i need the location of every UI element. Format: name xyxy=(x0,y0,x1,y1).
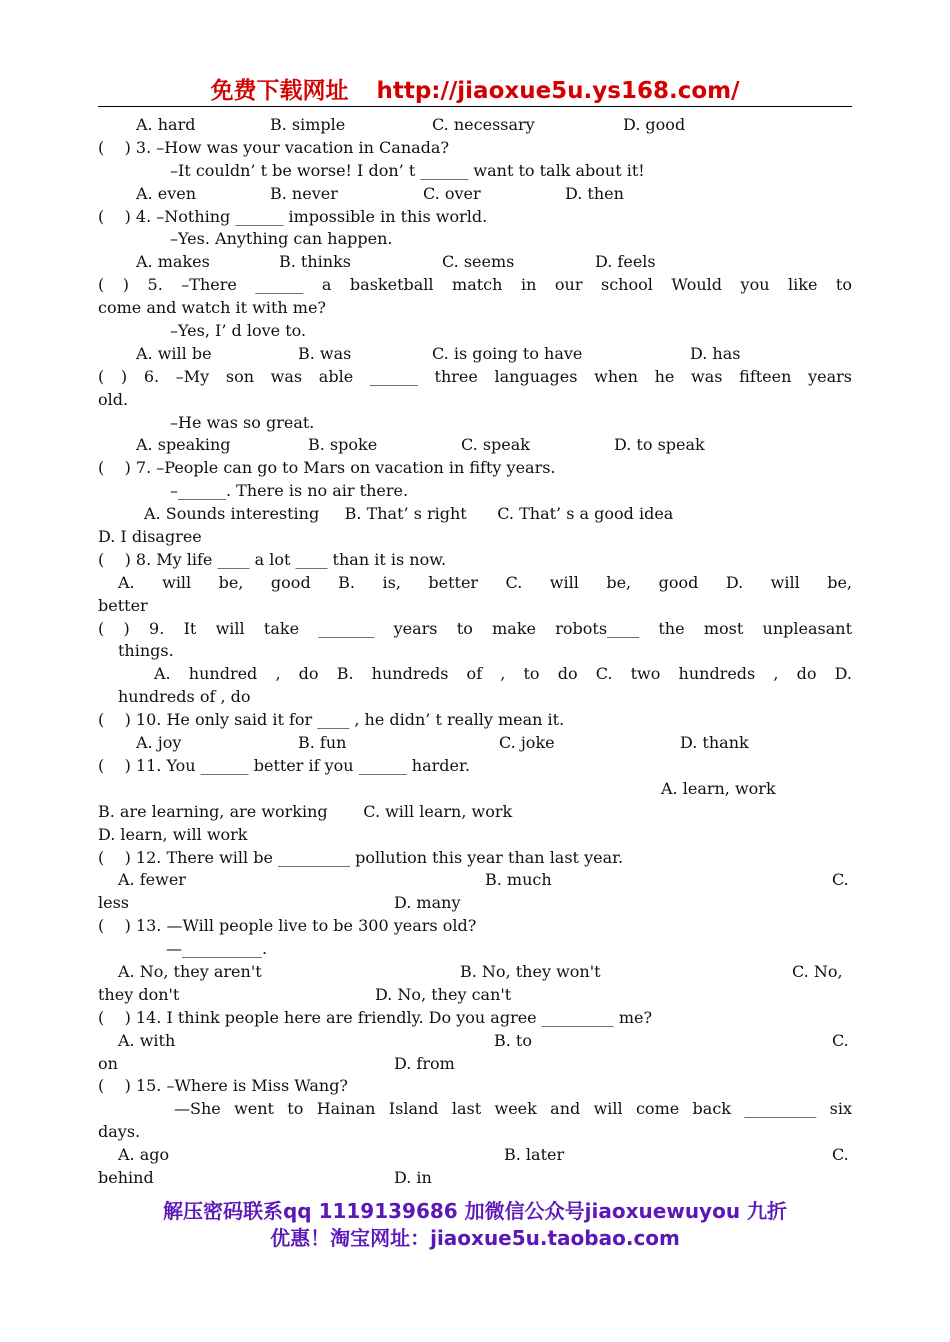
question-line: ( ) 10. He only said it for ____ , he didn’ t really mean it. xyxy=(98,710,565,730)
dialogue-line: –Yes, I’ d love to. xyxy=(170,321,307,341)
option-c-text: less xyxy=(98,893,130,913)
option-c-label: C. xyxy=(832,1030,849,1050)
option-b: B. to xyxy=(494,1030,532,1050)
option-c: C. speak xyxy=(461,435,530,455)
question-line: ( ) 7. –People can go to Mars on vacation in fifty years. xyxy=(98,458,556,478)
options-row xyxy=(98,1053,852,1076)
footer-shop-line: 优惠！淘宝网址：jiaoxue5u.taobao.com xyxy=(270,1226,680,1250)
question-line: ( ) 4. –Nothing ______ impossible in this world. xyxy=(98,206,488,226)
option-c: C. joke xyxy=(499,733,555,753)
option-d: D. many xyxy=(394,893,461,913)
header-label: 免费下载网址 xyxy=(210,78,349,104)
option-a: A. with xyxy=(118,1030,176,1050)
option-a: A. ago xyxy=(118,1145,170,1165)
options-row xyxy=(98,251,852,274)
options-row xyxy=(98,892,852,915)
option-b: B. spoke xyxy=(308,435,378,455)
option-d: D. feels xyxy=(595,252,656,272)
option-b: B. fun xyxy=(298,733,347,753)
option-b: B. thinks xyxy=(279,252,351,272)
dialogue-line: –He was so great. xyxy=(170,412,315,432)
question-line: days. xyxy=(98,1122,141,1142)
page-footer xyxy=(98,1198,852,1252)
options-row xyxy=(98,183,852,206)
option-c: C. seems xyxy=(442,252,515,272)
option-c-text: behind xyxy=(98,1167,154,1187)
options-row xyxy=(98,1167,852,1190)
option-c-label: C. xyxy=(832,1145,849,1165)
option-a: A. hard xyxy=(136,115,196,134)
option-a: A. will be xyxy=(136,343,212,363)
option-d: D. No, they can't xyxy=(375,984,512,1004)
header-url-link[interactable]: http://jiaoxue5u.ys168.com/ xyxy=(376,78,740,104)
option-c: C. is going to have xyxy=(432,343,583,363)
footer-contact-line: 解压密码联系qq 1119139686 加微信公众号jiaoxuewuyou 九折 xyxy=(162,1199,788,1223)
options-row xyxy=(98,434,852,457)
option-a: A. makes xyxy=(136,252,210,272)
option-d: D. has xyxy=(690,343,741,363)
option-b: B. No, they won't xyxy=(460,961,601,981)
question-line: ( ) 8. My life ____ a lot ____ than it is now. xyxy=(98,549,447,569)
option-a: A. joy xyxy=(136,733,182,753)
dialogue-line: –It couldn’ t be worse! I don’ t ______ want to talk about it! xyxy=(170,160,645,180)
question-line: ( ) 9. It will take _______ years to make robots____ the most unpleasant xyxy=(98,618,852,638)
question-line: ( ) 11. You ______ better if you ______ harder. xyxy=(98,755,470,775)
option-a: A. speaking xyxy=(136,435,231,455)
question-line: come and watch it with me? xyxy=(98,298,326,318)
options-row: A. hundred , do B. hundreds of , to do C. two hundreds , do D. xyxy=(154,664,852,684)
dialogue-line: —__________. xyxy=(166,939,268,959)
options-row: A. will be, good B. is, better C. will be, good D. will be, xyxy=(118,572,852,592)
options-row xyxy=(98,732,852,755)
option-c: C. necessary xyxy=(432,115,535,134)
question-line: ( ) 15. –Where is Miss Wang? xyxy=(98,1076,349,1096)
option-b: B. much xyxy=(485,870,552,890)
question-line: old. xyxy=(98,389,129,409)
options-row xyxy=(98,1144,852,1167)
option-d: D. to speak xyxy=(614,435,705,455)
options-row: hundreds of , do xyxy=(118,687,251,707)
question-line: things. xyxy=(118,641,174,661)
option-d: D. from xyxy=(394,1053,455,1073)
options-row: D. learn, will work xyxy=(98,824,248,844)
option-a: A. No, they aren't xyxy=(118,961,262,981)
options-row xyxy=(98,1030,852,1053)
option-d: D. good xyxy=(623,115,686,134)
option-c-label: C. xyxy=(832,870,849,890)
option-c-text: they don't xyxy=(98,984,180,1004)
question-line: ( ) 6. –My son was able ______ three languages when he was fifteen years xyxy=(98,366,852,386)
options-row xyxy=(98,961,852,984)
option-a: A. even xyxy=(136,183,197,203)
option-c: C. over xyxy=(423,183,481,203)
options-row xyxy=(98,869,852,892)
option-d: D. thank xyxy=(680,733,749,753)
option-b: B. later xyxy=(504,1145,565,1165)
options-row: A. Sounds interesting B. That’ s right C. That’ s a good idea xyxy=(144,504,674,524)
dialogue-line: —She went to Hainan Island last week and will come back _________ six xyxy=(174,1099,852,1119)
option-a: A. fewer xyxy=(118,870,186,890)
options-row xyxy=(98,114,852,137)
option-d: D. in xyxy=(394,1167,432,1187)
question-line: ( ) 14. I think people here are friendly. Do you agree _________ me? xyxy=(98,1007,653,1027)
options-row: B. are learning, are working C. will learn, work xyxy=(98,801,513,821)
question-line: ( ) 5. –There ______ a basketball match in our school Would you like to xyxy=(98,275,852,295)
question-list xyxy=(98,114,852,1190)
question-line: ( ) 12. There will be _________ pollution this year than last year. xyxy=(98,847,624,867)
dialogue-line: –______. There is no air there. xyxy=(170,481,409,501)
options-row xyxy=(98,984,852,1007)
option-b: B. never xyxy=(270,183,338,203)
option-d: D. then xyxy=(565,183,624,203)
option-b: B. was xyxy=(298,343,352,363)
page-header xyxy=(98,76,852,107)
question-line: ( ) 13. —Will people live to be 300 years old? xyxy=(98,916,477,936)
options-row: A. learn, work xyxy=(661,778,776,798)
options-row: D. I disagree xyxy=(98,527,202,547)
options-row: better xyxy=(98,595,148,615)
option-b: B. simple xyxy=(270,115,346,134)
options-row xyxy=(98,343,852,366)
option-c-label: C. No, xyxy=(792,961,843,981)
question-line: ( ) 3. –How was your vacation in Canada? xyxy=(98,137,450,157)
option-c-text: on xyxy=(98,1053,118,1073)
dialogue-line: –Yes. Anything can happen. xyxy=(170,229,393,249)
